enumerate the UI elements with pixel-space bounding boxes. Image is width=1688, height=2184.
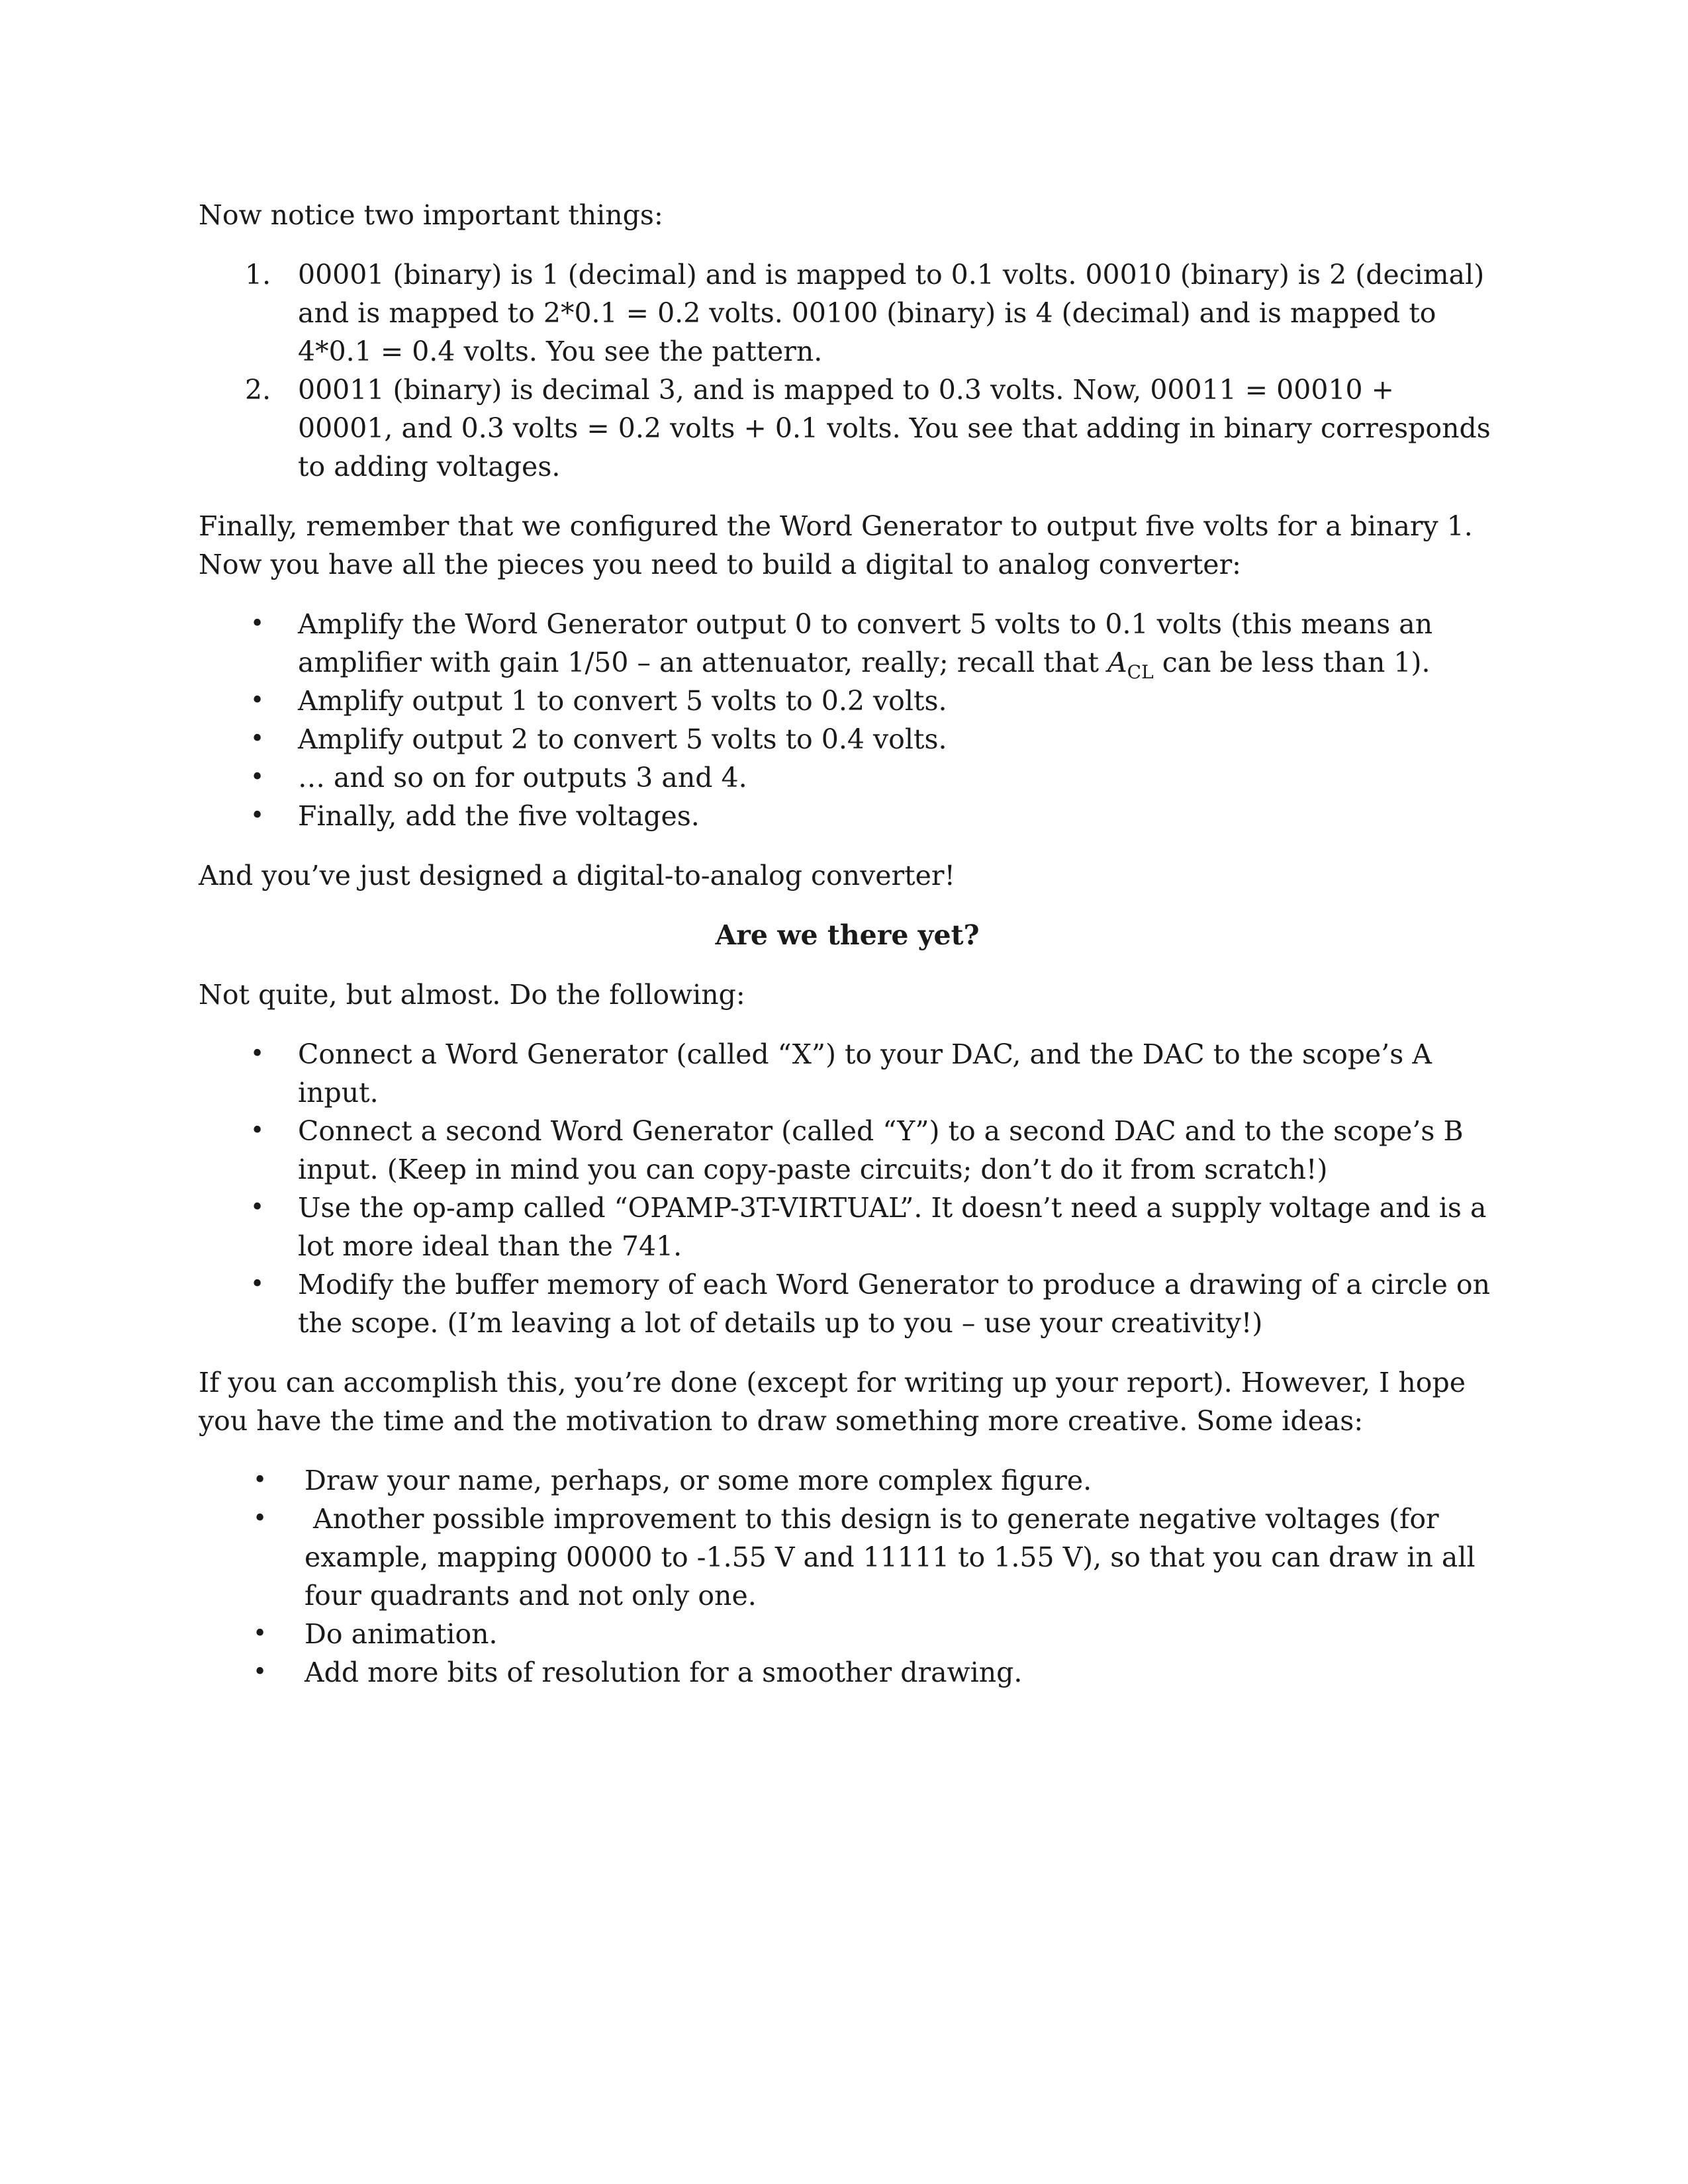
list-item bbox=[199, 1112, 1496, 1189]
list-item bbox=[199, 1189, 1496, 1265]
list-item-text: … and so on for outputs 3 and 4. bbox=[298, 762, 747, 794]
list-item bbox=[199, 1265, 1496, 1342]
section-heading: Are we there yet? bbox=[715, 919, 980, 951]
numbered-item bbox=[199, 371, 1496, 486]
number-marker: 1. bbox=[245, 259, 271, 291]
list-item bbox=[199, 797, 1496, 835]
intro-paragraph: Now notice two important things: bbox=[199, 199, 663, 231]
list-item-text: Modify the buffer memory of each Word Generator to produce a drawing of a circle on the scope. (I’m leaving a lot of details up to you – use your creativity!) bbox=[298, 1269, 1490, 1339]
list-item bbox=[199, 1615, 1496, 1653]
list-item-text: Draw your name, perhaps, or some more complex figure. bbox=[305, 1465, 1092, 1496]
list-item-text: Use the op-amp called “OPAMP-3T-VIRTUAL”. It doesn’t need a supply voltage and is a lot more ideal than the 741. bbox=[298, 1192, 1487, 1262]
bullet-icon: • bbox=[250, 764, 265, 791]
bullet-icon: • bbox=[253, 1620, 267, 1647]
numbered-item-text: 00011 (binary) is decimal 3, and is mapped to 0.3 volts. Now, 00011 = 00010 + 00001, and 0.3 volts = 0.2 volts + 0.1 volts. You see that adding in binary corresponds to adding voltages. bbox=[298, 374, 1491, 482]
list-item bbox=[199, 720, 1496, 758]
bullet-icon: • bbox=[250, 1117, 265, 1144]
list-item bbox=[199, 1653, 1496, 1692]
bullet-icon: • bbox=[250, 687, 265, 714]
list-item-text: can be less than 1). bbox=[1153, 647, 1430, 678]
bullet-icon: • bbox=[250, 725, 265, 752]
not-quite-paragraph: Not quite, but almost. Do the following: bbox=[199, 979, 745, 1011]
list-item bbox=[199, 1461, 1496, 1500]
acl-subscript: CL bbox=[1127, 661, 1154, 683]
bullet-icon: • bbox=[250, 802, 265, 829]
accomplish-paragraph: If you can accomplish this, you’re done (except for writing up your report). However, I hope you have the time and the motivation to draw something more creative. Some ideas: bbox=[199, 1367, 1466, 1437]
list-item-text: Connect a second Word Generator (called “Y”) to a second DAC and to the scope’s B input. (Keep in mind you can copy-paste circuits; don’t do it from scratch!) bbox=[298, 1115, 1464, 1185]
list-item bbox=[199, 605, 1496, 682]
bullet-icon: • bbox=[253, 1505, 267, 1532]
numbered-item-text: 00001 (binary) is 1 (decimal) and is mapped to 0.1 volts. 00010 (binary) is 2 (decimal) and is mapped to 2*0.1 = 0.2 volts. 00100 (binary) is 4 (decimal) and is mapped to 4*0.1 = 0.4 volts. You see the pattern. bbox=[298, 259, 1485, 367]
list-item bbox=[199, 1500, 1496, 1615]
bullet-icon: • bbox=[253, 1659, 267, 1686]
tasks-list bbox=[199, 1035, 1496, 1342]
list-item-text: Connect a Word Generator (called “X”) to your DAC, and the DAC to the scope’s A input. bbox=[298, 1038, 1432, 1109]
list-item-text: Do animation. bbox=[305, 1618, 498, 1650]
list-item bbox=[199, 682, 1496, 720]
list-item bbox=[199, 1035, 1496, 1112]
list-item-text: Finally, add the five voltages. bbox=[298, 800, 700, 832]
bullet-icon: • bbox=[250, 610, 265, 637]
steps-list bbox=[199, 605, 1496, 835]
ideas-list bbox=[199, 1461, 1496, 1692]
list-item-text: Amplify output 1 to convert 5 volts to 0.2 volts. bbox=[298, 685, 947, 717]
bullet-icon: • bbox=[250, 1194, 265, 1221]
bullet-icon: • bbox=[253, 1467, 267, 1494]
acl-symbol: A bbox=[1107, 647, 1127, 678]
list-item-text: Amplify output 2 to convert 5 volts to 0.4 volts. bbox=[298, 723, 947, 755]
document-page bbox=[199, 196, 1496, 1713]
numbered-list bbox=[199, 255, 1496, 486]
list-item bbox=[199, 758, 1496, 797]
list-item-text: Amplify the Word Generator output 0 to convert 5 volts to 0.1 volts (this means an amplifier with gain 1/50 – an attenuator, really; recall that bbox=[298, 608, 1433, 678]
bullet-icon: • bbox=[250, 1271, 265, 1298]
designed-paragraph: And you’ve just designed a digital-to-analog converter! bbox=[199, 860, 955, 891]
bullet-icon: • bbox=[250, 1040, 265, 1068]
number-marker: 2. bbox=[245, 374, 271, 406]
finally-paragraph: Finally, remember that we configured the Word Generator to output five volts for a binary 1. Now you have all the pieces you need to build a digital to analog converter: bbox=[199, 510, 1473, 580]
numbered-item bbox=[199, 255, 1496, 371]
list-item-text: Another possible improvement to this design is to generate negative voltages (for example, mapping 00000 to -1.55 V and 11111 to 1.55 V), so that you can draw in all four quadrants and not only one. bbox=[305, 1503, 1484, 1612]
list-item-text: Add more bits of resolution for a smoother drawing. bbox=[305, 1657, 1023, 1688]
